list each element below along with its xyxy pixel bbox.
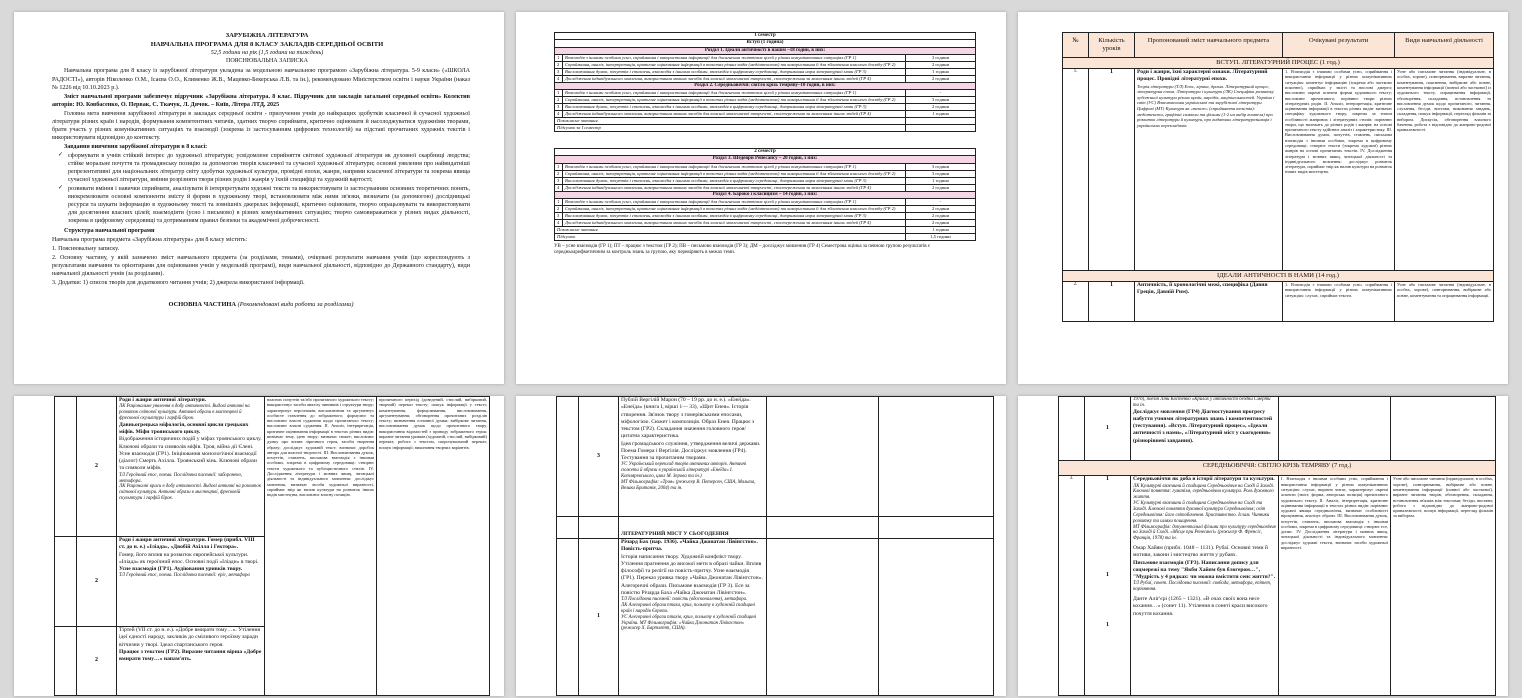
program-table bbox=[54, 396, 490, 696]
note-title: ПОЯСНЮВАЛЬНА ЗАПИСКА bbox=[226, 58, 308, 65]
table-row: 4 Дослідження індивідуального мовлення, використання мовних засобів для власної мовленнєвої творчості, спостереження за мовленням інших людей (ГР 4) 2 години bbox=[555, 75, 976, 82]
table-row bbox=[557, 517, 994, 539]
table-row: 2 Тіртей (VII ст. до н. е.). «Добре вмирати тому…». Утілення ідеї єдності народу, закликів до сміливого героїзму заради вітчизни у творі. Ідеал спартанського героя. Працює з текстом (ГР2). Виразне читання вірша «Добре вмирати тому…» напам'ять. bbox=[55, 627, 490, 696]
table-row: 1 Взаємодія з іншими особами усно, сприймання і використання інформації для досягнення життєвих цілей у різних комунікативних ситуаціях (ГР 1) 3 години bbox=[555, 163, 976, 170]
intro-row: Вступ (1 година) bbox=[555, 40, 976, 47]
section-band: СЕРЕДНЬОВІЧЧЯ: СВІТЛО КРІЗЬ ТЕМРЯВУ (7 год.) bbox=[1059, 461, 1496, 476]
program-table bbox=[1058, 396, 1496, 696]
column-header: Види навчальної діяльності bbox=[1395, 33, 1494, 58]
expected-results: І. Взаємодія з іншими особами усно, сприймання і використання інформації у різних комунікативних ситуаціях: слухає, виразно читає, характеризує окремі аспекти (зміст, форма, авторська позиція) прочитаного художнього тексту. II. Аналіз, інтерпретація, критичне оцінювання інформації в текстах різних видів: порівнює художні явища середньовіччя, визначає особливості віршування, аналізує образи. III. Висловлювання думок, почуттів, ставлень, письмова взаємодія з іншими особами, зокрема в цифровому середовищі: створює есе, допис. IV. Дослідження літератури і мовних явищ, читацької діяльності та індивідуального мовлення: досліджує художні тексти, визначає засоби художньої виразності. bbox=[1279, 476, 1391, 696]
structure-item: 1. Пояснювальну записку. bbox=[52, 246, 120, 253]
section-row: Розділ 2. Середньовіччя: світло крізь темряву–10 годин, в них: bbox=[555, 82, 976, 89]
section-band: ІДЕАЛИ АНТИЧНОСТІ В НАМИ (14 год.) bbox=[1063, 271, 1494, 282]
column-header: Кількість уроків bbox=[1089, 33, 1135, 58]
table-row: 1 Взаємодія з іншими особами усно, сприймання і використання інформації для досягнення життєвих цілей у різних комунікативних ситуаціях (ГР 1) - bbox=[555, 90, 976, 97]
structure-item: 3. Додатки: 1) список творів для додаткового читання учнів; 2) джерела використаної інформації. bbox=[52, 280, 305, 287]
table-row: 3 Публій Вергілій Марон (70 – 19 рр. до н. е.). «Енеїда». «Енеїда» (книга І, вірші 1— 33), «Щит Енея». Історія створення. Зв'язок твору з гомерівськими епосами, міфологією. Сюжет і композиція. Образ Енея. Працює з текстом (ГР2). Складання значення головного героя/цитатна характеристика. Ідея громадського служіння, утвердження величі держави. Поема Гомера і Вергілія. Досліджує мовлення (ГР4). Тестування за прочитаним творами. УС Український переклад творів античних авторів. Античні сюжети й образи в українській літературі «Енеїда» І. Котляревського, цикл М. Зерова та ін.) МТ Фільмографія: «Троя» (режисер В. Петерсен, США, Мальта, Велика Британія, 2004) та ін. bbox=[557, 397, 994, 517]
table-row: 2. 1 Античність, її хронологічні межі, специфіка (Давня Греція, Давній Рим). 1. Взаємодія з іншими особами усно, сприймання і використання інформації у різних комунікативних ситуаціях: слухає, сприймає тексти. Усне або письмове читання (індивідуальне, в особах, хорове), повторювання, вибіркове або повне, коментування та опрацювання інформації. bbox=[1063, 282, 1494, 322]
section-band: ВСТУП. ЛІТЕРАТУРНИЙ ПРОЦЕС (1 год.) bbox=[1063, 58, 1494, 69]
table-row: Підсумок за І семестр bbox=[555, 125, 976, 132]
topic-title: Античність, її хронологічні межі, специфіка (Давня Греція, Давній Рим). bbox=[1135, 282, 1283, 322]
table-row: 1 Взаємодія з іншими особами усно, сприймання і використання інформації для досягнення життєвих цілей у різних комунікативних ситуаціях (ГР 1) - bbox=[555, 198, 976, 205]
table-footnote: УВ – усне взаємодія (ГР 1); ПТ – працює з текстом (ГР 2); ПВ – письмово взаємодія (ГР 3); ДМ – досліджує мовлення (ГР 4) Семестрова оцінка за певною групою результатів є середньоарифметичним за контроль знань за групою, яку перевіряють в межах теми. bbox=[554, 243, 931, 255]
table-row: 3 Висловлювання думок, почуттів і ставлень, взаємодія з іншими особами, взаємодія в цифровому середовищі, дотримання норм літературної мови (ГР 3) 2 години bbox=[555, 104, 976, 111]
activities: Усне або письмове читання (індивідуальне, в особах, хорове), повторювання, вибіркове або повне, коментування та опрацювання інформації. bbox=[1395, 282, 1494, 322]
paragraph: Навчальна програма для 8 класу із зарубіжної літератури укладена за модельною навчальною програмою «Зарубіжна література. 5-9 класи» («ШКОЛА РАДОСТІ»), авторів Ніколенко О.М., Ісаєва О.О., Клименко Ж.В., Мацевко-Бекерська Л.В. та ін.), рекомендовано Міністерством освіти і науки України (наказ № 1226 від 10.10.2023 р.). bbox=[52, 68, 470, 91]
expected-results: власних почуттів та/або прочитаного художнього тексту; використовує засоби аналізу чинників і структури твору; характеризує персонажів, висловлюючи та аргументує особисте ставлення до зображеного; формулює та висловлює власні судження щодо прочитаного тексту; висловлює власні судження. II. Аналіз, інтерпретація, критичне оцінювання інформації в текстах різних видів: визначає тему, ідею твору; визначає сюжет; висловлює думку про вплив ліричного героя, засоби творення образу; досліджує художній текст; визначає доробок автора для власної творчості. III. Висловлювання думок, почуттів, ставлень, письмова взаємодія з іншими особами, зокрема в цифровому середовищі: створює тексти художнього та публіцистичного стилів. IV. Дослідження літератури і мовних явищ, читацької діяльності та індивідуального мовлення: досліджує мовлення, визначає засоби художньої виразності, сприймає твір як вплив культури на розвиток інших видів мистецтва, висловлює власну позицію. bbox=[265, 397, 377, 696]
activities: Усне або письмове читання (індивідуальне, в особах, хорове), повторювання, вибіркове або повне, коментування інформації (повної або часткової), виразне читання творів, обговорення, складання, встановлення зв'язків між текстами; бесіди, вистави; робота з відповідно до жанрово-родової приналежності; пошук інформації, перегляд фільмів за вибором. bbox=[1391, 476, 1496, 696]
table-row: 2 Роди і жанри античної літератури. Гомер (прибл. VIII ст. до н. е.) «Іліада», «Двобій Ахілла і Гектора». Гомер, його вплив на розвиток європейської культури. «Іліада» як героїчний епос. Основні події «Іліади» в творі. Усне взаємодія (ГР1). Аудіювання уривків твору. ТЛ Героїчний епос, поема. Послідовна писемнії: epic, метафора bbox=[55, 537, 490, 627]
tasks-title: Завдання вивчення зарубіжної літератури в 8 класі: bbox=[64, 143, 208, 150]
section-row: Розділ 1. Ідеали античності в нашім –18 годин, в них: bbox=[555, 47, 976, 54]
table-row: 3 Висловлювання думок, почуттів і ставлень, взаємодія з іншими особами, взаємодія в цифровому середовищі, дотримання норм літературної мови (ГР 3) 1 година bbox=[555, 177, 976, 184]
table-row: 2 Сприймання, аналіз, інтерпретація, критичне оцінювання інформації в текстах різних видів (медіатекстах) та використання її для збагачення власного досвіду (ГР 2) 2 години bbox=[555, 205, 976, 212]
paragraph: Головна мета вивчення зарубіжної літератури в закладах середньої освіти - прилучення учнів до найкращих здобутків класичної й сучасної художньої літератури різних країн і народів, формування компетентних читачів, здатних творчо сприймати, критично оцінювати й насолоджуватися художніми творами, брати участь у різних комунікативних ситуаціях та взаємодії (зокрема із застосуванням цифрових технологій) на підставі прочитаних художніх текстів і використовувати відповідно до контексту. bbox=[52, 110, 470, 141]
column-header: № bbox=[1063, 33, 1089, 58]
activities: Усне або письмове читання (індивідуальне, в особах, хорове), повторювання, виразне читання, коментування, пояснення, вибіркове або повне, коментування інформації (повної або часткової) із художнього тексту, опрацювання інформації, обговорення, складання, встановлення та висловлення думок щодо прочитаного, читання, слухання, бесіди, вистави, виконання завдань, складання, пошук інформації, перегляд фільмів за вибором. Дискусія, обговорення власного бачення, робота з відповідно до жанрово-родової приналежності. bbox=[1395, 69, 1494, 271]
program-table bbox=[556, 396, 994, 696]
table-row: 2 Сприймання, аналіз, інтерпретація, критичне оцінювання інформації в текстах різних видів (медіатекстах) та використання її для збагачення власного досвіду (ГР 2) 3 години bbox=[555, 170, 976, 177]
task-item: ✓ сформувати в учнів стійкий інтерес до художньої літератури; усвідомлене сприйняття світової художньої літератури як духовної скарбниці людства; стійке моральне почуття та громадянську позицію за допомогою творів класичної та сучасної художньої літератури; основні уявлення про найвидатніші репрезентативні для національних літератур світу здобутки художньої культури, провідні епохи, жанри, напрями класичної літератури та зокрема явища сучасної художньої літератури, вміння розрізняти твори різних родів і жанрів у їхній специфіці та художній вартості; bbox=[58, 152, 470, 184]
table-row: 4 Дослідження індивідуального мовлення, використання мовних засобів для власної мовленнєвої творчості, спостереження за мовленням інших людей (ГР 4) 2 години bbox=[555, 219, 976, 226]
expected-results: 1. Взаємодія з іншими особами усно, сприймання і використання інформації у різних комунікативних ситуаціях: коментує інформацію (зокрема або частково пояснює), сприймає у змісті та вислові джерел; висловлює окремі аспекти форми художнього тексту; висловлює прочитаного; порівнює твори різних літературних родів. II. Аналіз, інтерпретація, критичне оцінювання інформації в текстах різних видів: визначає специфіку художнього твору, зокрема за типом особливості жанрових і літературних стилів; порівнює твори, що належать до різних родів і жанрів; на основі прочитаного тексту здійснює аналіз і характеристику. III. Висловлювання думок, почуттів, ставлень, письмова взаємодія з іншими особами, зокрема в цифровому середовищі: створює тексти (зокрема художні) різних жанрів на основі прочитаних текстів. IV. Дослідження літератури і мовних явищ, читацької діяльності та індивідуального мовлення: досліджує розвиток літератури, сприймає твір як вплив культури на розвиток інших видів мистецтва. bbox=[1283, 69, 1395, 271]
paragraph: Зміст навчальної програми забезпечує підручник «Зарубіжна література. 8 клас. Підручник для закладів загальної середньої освіти» Колектив авторів: Ю. Ковбасенко, О. Первак, С. Ткачук, Л. Дячок. – Київ, Літера ЛТД, 2025 bbox=[52, 93, 470, 108]
table-row: Позакласне читання 1 година bbox=[555, 226, 976, 233]
structure-item: 2. Основну частину, у якій зазначено зміст навчального предмета (за розділами, темами), очікувані результати навчання учнів (що кореспондують з результатами навчання та орієнтирами для оцінювання учнів у модельній програмі), види навчальної діяльності, відповідно до Державного стандарту), види навчальної діяльності учнів (за розділами). bbox=[52, 255, 470, 278]
page-program-table bbox=[1018, 12, 1508, 384]
table-row: 3 Висловлювання думок, почуттів і ставлень, взаємодія з іншими особами, взаємодія в цифровому середовищі, дотримання норм літературної мови (ГР 3) 2 години bbox=[555, 212, 976, 219]
table-row: 2 Сприймання, аналіз, інтерпретація, критичне оцінювання інформації в текстах різних видів (медіатекстах) та використання її для збагачення власного досвіду (ГР 2) 2 години bbox=[555, 61, 976, 68]
page-hours-table bbox=[516, 12, 1006, 384]
semester-row: 2 семестр bbox=[555, 149, 976, 156]
table-row: 2 Сприймання, аналіз, інтерпретація, критичне оцінювання інформації в текстах різних видів (медіатекстах) та використання її для збагачення власного досвіду (ГР 2) 3 години bbox=[555, 97, 976, 104]
structure-title: Структура навчальної програми bbox=[64, 228, 155, 235]
table-row: 1 Взаємодія з іншими особами усно, сприймання і використання інформації для досягнення життєвих цілей у різних комунікативних ситуаціях (ГР 1) 3 години bbox=[555, 54, 976, 61]
program-table bbox=[1062, 32, 1494, 322]
page-antiquity bbox=[14, 396, 504, 696]
hours-line: 52,5 години на рік (1,5 години на тиждень) bbox=[210, 50, 324, 57]
table-row: Позакласне читання bbox=[555, 118, 976, 125]
table-row: Підсумок 1,5 години bbox=[555, 233, 976, 240]
expected-results: 1. Взаємодія з іншими особами усно, сприймання і використання інформації у різних комунікативних ситуаціях: слухає, сприймає тексти. bbox=[1283, 282, 1395, 322]
task-item: ✓ розвивати вміння і навички сприймати, аналізувати й інтерпретувати художні тексти та використовувати із застосуванням основних теоретичних понять, виокремлювати основні компоненти змісту й форми в художньому творі, встановлювати між ними зв'язки, визначати (за допомогою) дослідницькі ресурси та шукати інформацію в художньому тексті та зовнішніх джерелах інформації, критично оцінювати, творчо опрацьовувати та використовувати для досягнення власних цілей; взаємодіяти (усно і письмово) в різних комунікативних ситуаціях; творчо самовиражатися у різних видах діяльності, зокрема в цифровому середовищі та дотриманням правил безпеки та академічної доброчесності. bbox=[58, 185, 470, 225]
table-row: 3. 1 1 1 Середньовіччя як доба в історії літератури та культури. ЛК Культурні взаємини й спадщина Середньовіччя на Сході й Заході. Ключові поняття: гуманізм, середньовічна культура. Роль духовного життя. УС Культурні взаємини й спадщина Середньовіччя на Сході та Заході. Ключові поняття духовної культури Середньовіччя; світ Середньовіччя: його світобачення. Християнство. Іслам. Чинники розвитку та шляхи поширення. МТ Фільмографія: документальні фільми про культуру середньовіччя на Заході й Сході. «Місце при Ренесансі» (режисер Ф. Френсіс, Франція, 1978) та ін. Омар Хайям (прибл. 1048 – 1131). Рубаї. Основні теми й мотиви, закони і мистецтво життя у рубаях. Письмове взаємодія (ГР3). Написання допису для соцмережі на тему "Якби Хайям був блогером…", "Мудрість у 4 рядках: чи можна вмістити сенс життя?". ТЛ Рубаї, сонет. Послідовна писемнії: свобода, метафора, епітет, порівняння. Данте Аліг'єрі (1265 – 1321). «В очах своїх вона несе кохання…» (сонет 11). Утілення в сонеті краси високого почуття кохання. І. Взаємодія з іншими особами усно, сприймання і використання інформації у різних комунікативних ситуаціях: слухає, виразно читає, характеризує окремі аспекти (зміст, форма, авторська позиція) прочитаного художнього тексту. II. Аналіз, інтерпретація, критичне оцінювання інформації в текстах різних видів: порівнює художні явища середньовіччя, визначає особливості віршування, аналізує образи. III. Висловлювання думок, почуттів, ставлень, письмова взаємодія з іншими особами, зокрема в цифровому середовищі: створює есе, допис. IV. Дослідження літератури і мовних явищ, читацької діяльності та індивідуального мовлення: досліджує художні тексти, визначає засоби художньої виразності. Усне або письмове читання (індивідуальне, в особах, хорове), повторювання, вибіркове або повне, коментування інформації (повної або часткової), виразне читання творів, обговорення, складання, встановлення зв'язків між текстами; бесіди, вистави; робота з відповідно до жанрово-родової приналежності; пошук інформації, перегляд фільмів за вибором. bbox=[1059, 476, 1496, 696]
page-explanatory-note bbox=[14, 12, 504, 384]
column-header: Пропонований зміст навчального предмета bbox=[1135, 33, 1283, 58]
section-band: ЛІТЕРАТУРНИЙ МІСТ У СЬОГОДЕННЯ bbox=[619, 517, 767, 539]
page-middle-ages bbox=[1018, 396, 1508, 696]
section-row: Розділ 4. Бароко і класицизм – 14 годин, з них: bbox=[555, 191, 976, 198]
doc-subtitle: НАВЧАЛЬНА ПРОГРАМА ДЛЯ 8 КЛАСУ ЗАКЛАДІВ СЕРЕДНЬОЇ ОСВІТИ bbox=[150, 40, 384, 48]
table-row: 1. 1 Роди і жанри, їхні характерні ознаки. Літературний процес. Провідні літературні епохи. Теорія літератури (ТЛ) Епос, лірика, драма. Літературний процес, літературна епоха. Література і культура (ЛК) Специфіка розвитку художньої культури різних країн, народів, національностей. Україна і світ (УС) Взаємовпливи української та зарубіжної літератури. Цифрові (МТ) Культура як «текст» (сприйняття текстів): медіатексти, графічні символи та фільми (1-2 на вибір вчителя) про розвиток літератури й культури, про видатних літературознавців і українських перекладачів. 1. Взаємодія з іншими особами усно, сприймання і використання інформації у різних комунікативних ситуаціях: коментує інформацію (зокрема або частково пояснює), сприймає у змісті та вислові джерел; висловлює окремі аспекти форми художнього тексту; висловлює прочитаного; порівнює твори різних літературних родів. II. Аналіз, інтерпретація, критичне оцінювання інформації в текстах різних видів: визначає специфіку художнього твору, зокрема за типом особливості жанрових і літературних стилів; порівнює твори, що належать до різних родів і жанрів; на основі прочитаного тексту здійснює аналіз і характеристику. III. Висловлювання думок, почуттів, ставлень, письмова взаємодія з іншими особами, зокрема в цифровому середовищі: створює тексти (зокрема художні) різних жанрів на основі прочитаних текстів. IV. Дослідження літератури і мовних явищ, читацької діяльності та індивідуального мовлення: досліджує розвиток літератури, сприймає твір як вплив культури на розвиток інших видів мистецтва. Усне або письмове читання (індивідуальне, в особах, хорове), повторювання, виразне читання, коментування, пояснення, вибіркове або повне, коментування інформації (повної або часткової) із художнього тексту, опрацювання інформації, обговорення, складання, встановлення та висловлення думок щодо прочитаного, читання, слухання, бесіди, вистави, виконання завдань, складання, пошук інформації, перегляд фільмів за вибором. Дискусія, обговорення власного бачення, робота з відповідно до жанрово-родової приналежності. bbox=[1063, 69, 1494, 271]
structure-list bbox=[52, 236, 470, 287]
topic-title: Роди і жанри, їхні характерні ознаки. Літературний процес. Провідні літературні епохи. bbox=[1137, 69, 1268, 83]
activities: прочитаного перехід (доведений, стислий, вибірковий, творчий) переказ тексту; пошук інформації у тексті; коментування, формулювання, висловлювання, аргументування; обговорення прочитаних розділів тексту; визначення основної думки; вибіркове читання, висловлювання думок щодо прочитаного твору, використання відомостей з приводу зображеного героя; виразне читання уривків (художній, стислий, вибірковий) переказ; робота з текстом, скорочувальний переказ; пошук інформації; виконання творчих варіантів. bbox=[377, 397, 490, 696]
table-row: 2 Роди і жанри античної літератури. ЛК Раціональне уявлення в добу античності. Видові античні на розвиток світової культури. Античні образи в мистецтві й фрескової скульптури і гарфій бірок. Давньогрецька міфологія, основні цикли грецьких міфів. Міфи троянського циклу. Відображення історичних подій у міфах троянського циклу. Ключові образи та символів міфів. Троя, війна дії Єлені. Усне взаємодія (ГР1). Ініціювання монологічної взаємодії (діалог) Смерть Ахілла. Троянський кінь. Ключові образи та символи міфів. ТЛ Героїчний епос, поема. Послідовна писемнії: заборонено, метафора. ЛК Раціоналні криси в добу античності. Видові античні на розвиток світової культури. Античні образи в мистецтві, фресковій скульптури і гарфій бірок. власних почуттів та/або прочитаного художнього тексту; використовує засоби аналізу чинників і структури твору; характеризує персонажів, висловлюючи та аргументує особисте ставлення до зображеного; формулює та висловлює власні судження щодо прочитаного тексту; висловлює власні судження. II. Аналіз, інтерпретація, критичне оцінювання інформації в текстах різних видів: визначає тему, ідею твору; визначає сюжет; висловлює думку про вплив ліричного героя, засоби творення образу; досліджує художній текст; визначає доробок автора для власної творчості. III. Висловлювання думок, почуттів, ставлень, письмова взаємодія з іншими особами, зокрема в цифровому середовищі: створює тексти художнього та публіцистичного стилів. IV. Дослідження літератури і мовних явищ, читацької діяльності та індивідуального мовлення: досліджує мовлення, визначає засоби художньої виразності, сприймає твір як вплив культури на розвиток інших видів мистецтва, висловлює власну позицію. прочитаного перехід (доведений, стислий, вибірковий, творчий) переказ тексту; пошук інформації у тексті; коментування, формулювання, висловлювання, аргументування; обговорення прочитаних розділів тексту; визначення основної думки; вибіркове читання, висловлювання думок щодо прочитаного твору, використання відомостей з приводу зображеного героя; виразне читання уривків (художній, стислий, вибірковий) переказ; робота з текстом, скорочувальний переказ; пошук інформації; виконання творчих варіантів. bbox=[55, 397, 490, 537]
hours-table bbox=[554, 32, 976, 241]
section-row: Розділ 3. Шедеври Ренесансу – 20 годин, з них: bbox=[555, 156, 976, 163]
main-part-heading: ОСНОВНА ЧАСТИНА (Рекомендовані види роботи за розділами) bbox=[168, 301, 354, 309]
doc-title: ЗАРУБІЖНА ЛІТЕРАТУРА bbox=[225, 32, 309, 39]
structure-intro: Навчальна програма предмета «Зарубіжна література» для 8 класу містить: bbox=[52, 237, 248, 244]
table-row: 3 Висловлювання думок, почуттів і ставлень, взаємодія з іншими особами, взаємодія в цифровому середовищі, дотримання норм літературної мови (ГР 3) 1 година bbox=[555, 68, 976, 75]
topic-text: Теорія літератури (ТЛ) Епос, лірика, драма. Літературний процес, літературна епоха. Література і культура (ЛК) Специфіка розвитку художньої культури різних країн, народів, національностей. Україна і світ (УС) Взаємовпливи української та зарубіжної літератури. Цифрові (МТ) Культура як «текст» (сприйняття текстів): медіатексти, графічні символи та фільми (1-2 на вибір вчителя) про розвиток літератури й культури, про видатних літературознавців і українських перекладачів. bbox=[1137, 83, 1275, 128]
table-header-row bbox=[1063, 33, 1494, 58]
table-row: 4 Дослідження індивідуального мовлення, використання мовних засобів для власної мовленнєвої творчості, спостереження за мовленням інших людей (ГР 4) 1 година bbox=[555, 111, 976, 118]
table-row: 1 Річард Бах (нар. 1936). «Чайка Джонатан Лівінгстон». Повість-притча. Історія написання твору. Художній конфлікт твору. Утілення прагнення до високої мети в образі чайки. Вплив філософії та релігії на повість-притчу. Усне взаємодія (ГР1). Переказ уривка твору «Чайка Джонатан Лівінгстон». Алегоричні образи. Письмове взаємодія (ГР 3). Есе за повістю Річарда Баха «Чайка Джонатан Лівінгстон». ТЛ Послідовна писемнії: повість (вдосконалення), метафора. ЛК Алегоричні образи птаха, крил, польоту в художній спадщині країн і народів Європи. УС Алегоричні образи птахів, крил, польоту в художній спадщині України. МТ Фільмографія: «Чайка Джонатан Лівінгстон» (режисер Х. Бартлетт, США). bbox=[557, 539, 994, 696]
page-virgil-bach bbox=[516, 396, 1006, 696]
table-row: 4 Дослідження індивідуального мовлення, використання мовних засобів для власної мовленнєвої творчості, спостереження за мовленням інших людей (ГР 4) 2 години bbox=[555, 184, 976, 191]
tasks-list bbox=[58, 152, 470, 225]
column-header: Очікувані результати bbox=[1283, 33, 1395, 58]
table-row: 1 1976), поезія Ліни Костенко «Крилах у античності бездни Смерти та ін. Досліджує мовлення (ГР4) Діагностування прогресу набуття учнями літературних знань і компетентностей (тестування). «Вступ. Літературний процес», «Ідеали античності з нами», «Літературний міст у сьогодення» (різнорівневі завдання). bbox=[1059, 397, 1496, 461]
semester-row: 1 семестр bbox=[555, 33, 976, 40]
